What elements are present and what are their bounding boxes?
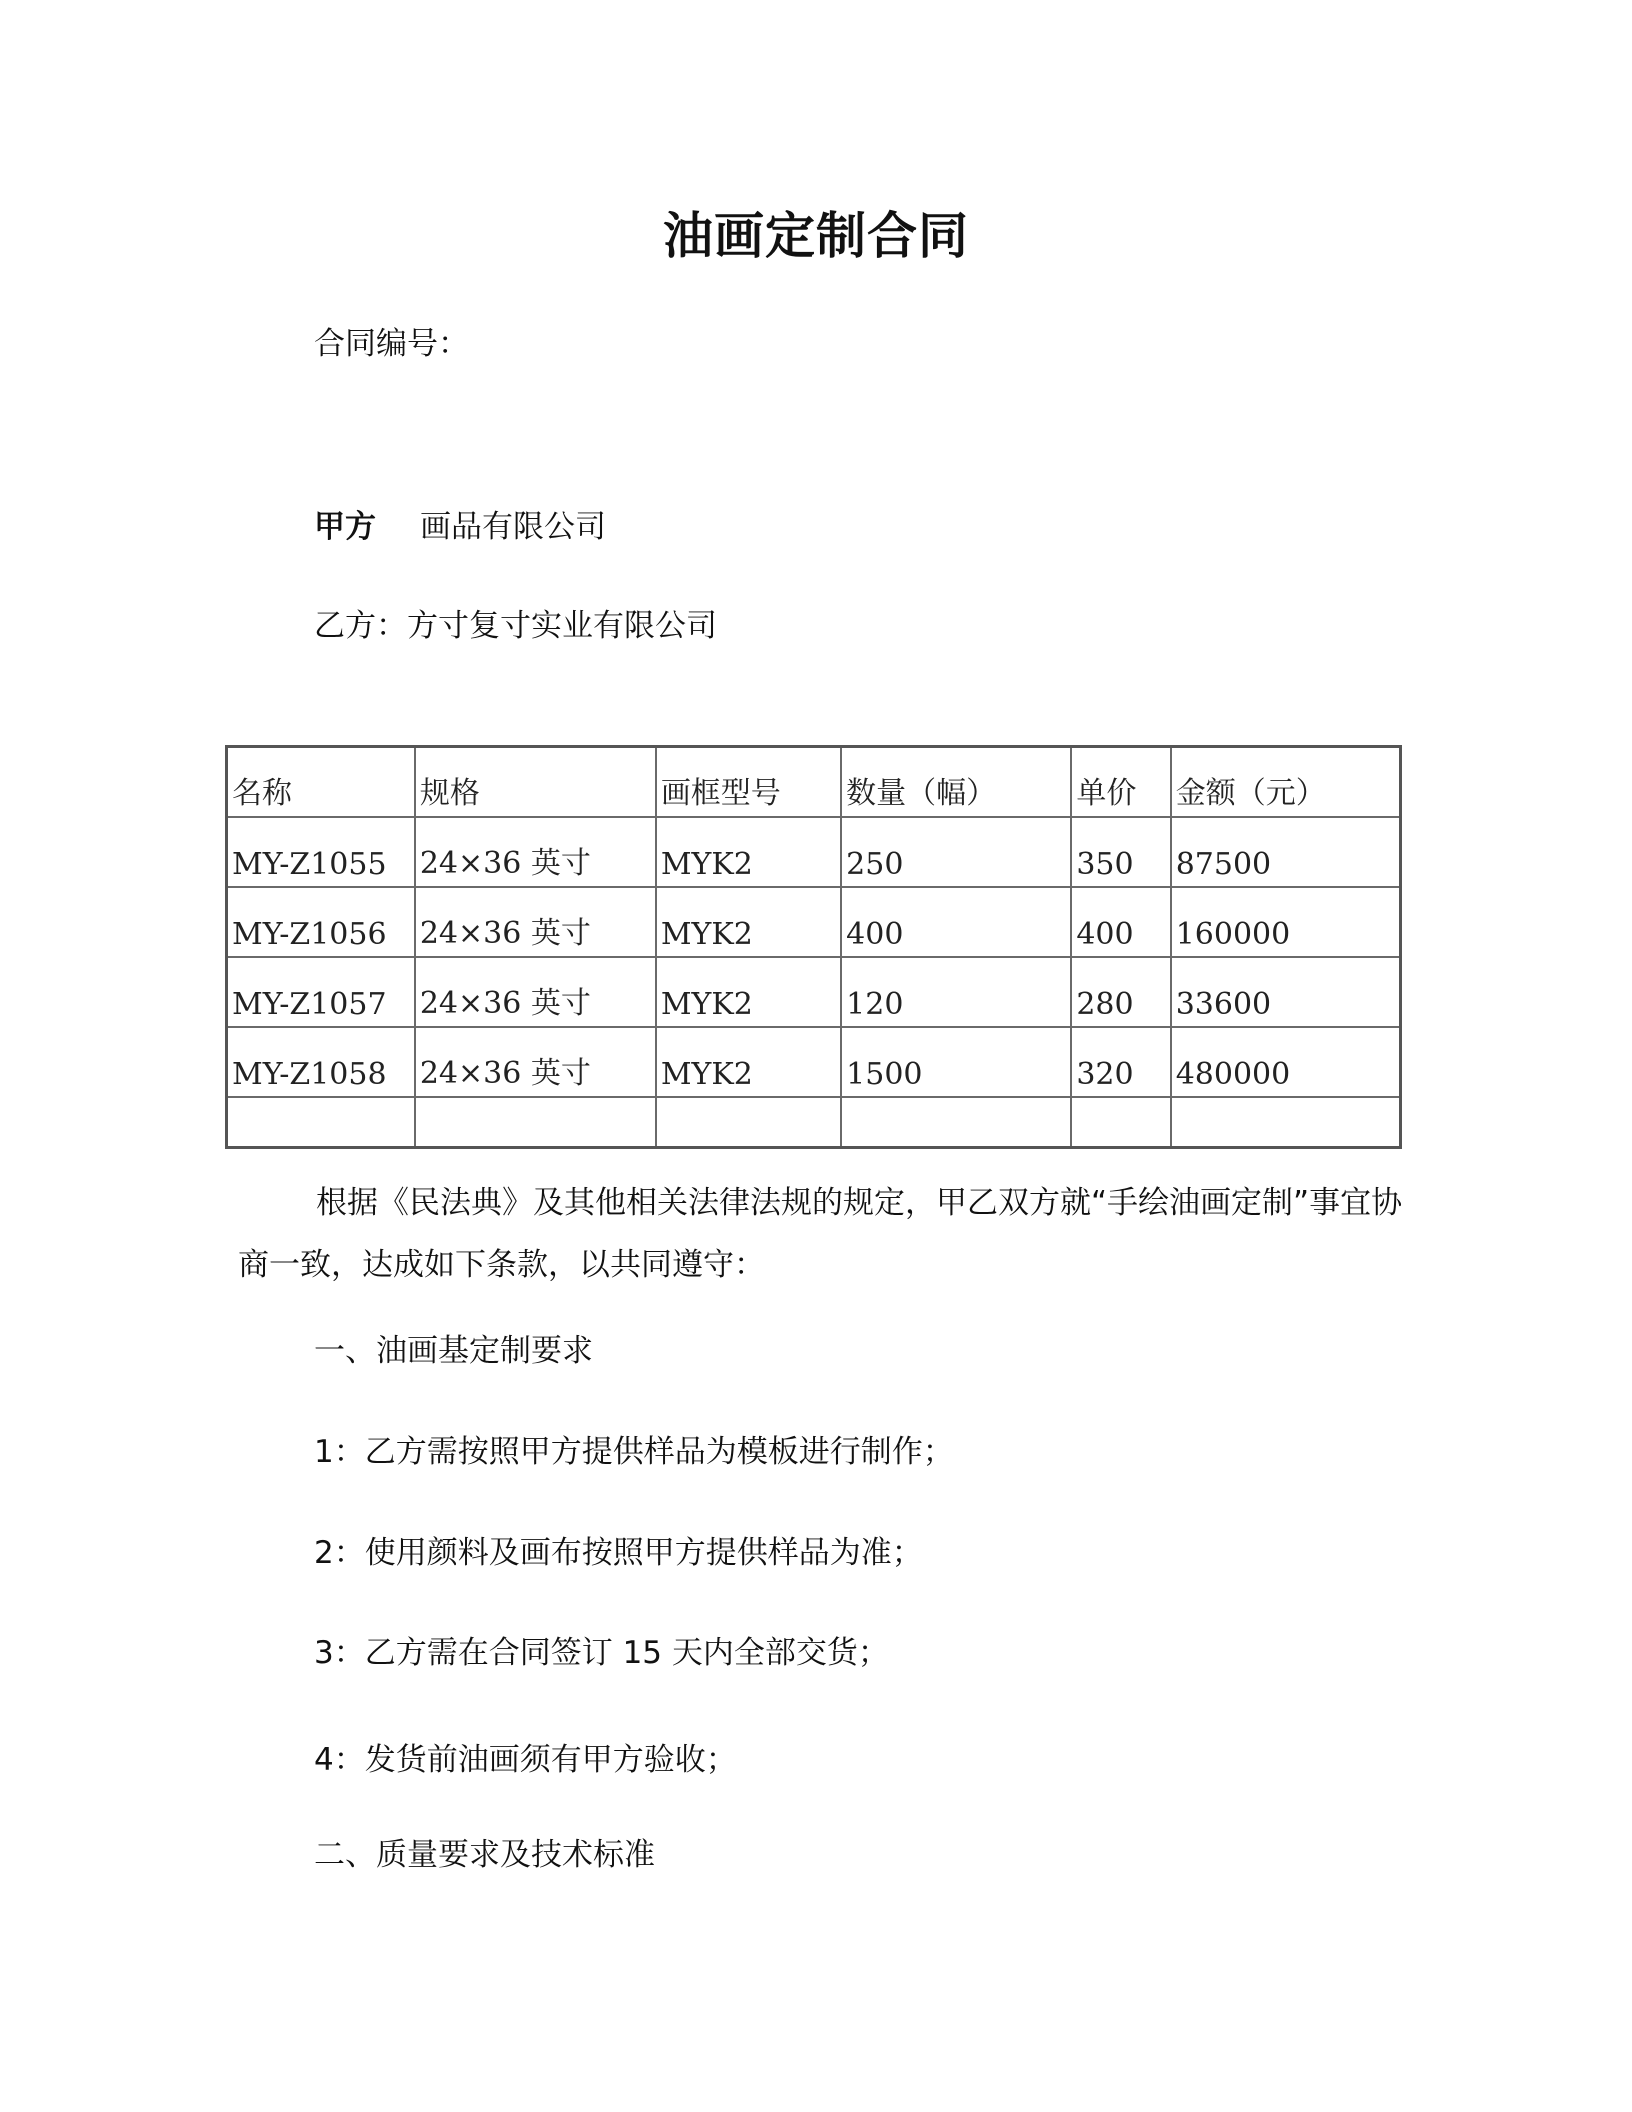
party-a-name: 画品有限公司 — [420, 509, 606, 545]
party-b-name: 方寸复寸实业有限公司 — [407, 608, 717, 644]
cell-frame-model: MYK2 — [656, 817, 841, 887]
contract-number-label: 合同编号： — [314, 326, 469, 362]
cell-frame-model: MYK2 — [656, 1027, 841, 1097]
product-table — [225, 745, 1402, 1149]
cell-frame-model: MYK2 — [656, 887, 841, 957]
cell-spec: 24×36 英寸 — [415, 887, 656, 957]
section-1-item-3: 3：乙方需在合同签订 15 天内全部交货； — [314, 1635, 889, 1671]
empty-cell — [656, 1097, 841, 1148]
section-1-item-2: 2：使用颜料及画布按照甲方提供样品为准； — [314, 1535, 923, 1571]
cell-amount: 87500 — [1171, 817, 1401, 887]
document-title: 油画定制合同 — [663, 207, 969, 265]
cell-quantity: 400 — [841, 887, 1071, 957]
cell-name: MY-Z1058 — [227, 1027, 415, 1097]
table-empty-row — [227, 1097, 1401, 1148]
header-amount: 金额（元） — [1171, 747, 1401, 818]
section-2-heading: 二、质量要求及技术标准 — [314, 1837, 655, 1873]
cell-unit-price: 320 — [1071, 1027, 1170, 1097]
cell-unit-price: 400 — [1071, 887, 1170, 957]
cell-name: MY-Z1056 — [227, 887, 415, 957]
cell-spec: 24×36 英寸 — [415, 957, 656, 1027]
header-quantity: 数量（幅） — [841, 747, 1071, 818]
cell-quantity: 250 — [841, 817, 1071, 887]
party-b — [314, 606, 717, 646]
empty-cell — [841, 1097, 1071, 1148]
header-frame-model: 画框型号 — [656, 747, 841, 818]
cell-quantity: 1500 — [841, 1027, 1071, 1097]
cell-name: MY-Z1055 — [227, 817, 415, 887]
cell-amount: 33600 — [1171, 957, 1401, 1027]
header-unit-price: 单价 — [1071, 747, 1170, 818]
cell-quantity: 120 — [841, 957, 1071, 1027]
section-1-item-1: 1：乙方需按照甲方提供样品为模板进行制作； — [314, 1434, 954, 1470]
party-b-label: 乙方： — [314, 608, 407, 644]
table-row — [227, 817, 1401, 887]
section-1-item-4: 4：发货前油画须有甲方验收； — [314, 1742, 737, 1778]
cell-name: MY-Z1057 — [227, 957, 415, 1027]
party-a — [314, 507, 606, 547]
cell-amount: 480000 — [1171, 1027, 1401, 1097]
cell-frame-model: MYK2 — [656, 957, 841, 1027]
table-row — [227, 1027, 1401, 1097]
cell-spec: 24×36 英寸 — [415, 817, 656, 887]
empty-cell — [1071, 1097, 1170, 1148]
party-a-label: 甲方 — [314, 509, 376, 545]
header-spec: 规格 — [415, 747, 656, 818]
table-row — [227, 957, 1401, 1027]
cell-amount: 160000 — [1171, 887, 1401, 957]
intro-paragraph: 根据《民法典》及其他相关法律法规的规定，甲乙双方就“手绘油画定制”事宜协商一致，达成如下条款，以共同遵守： — [238, 1185, 1403, 1283]
empty-cell — [227, 1097, 415, 1148]
table-header-row — [227, 747, 1401, 818]
cell-spec: 24×36 英寸 — [415, 1027, 656, 1097]
cell-unit-price: 280 — [1071, 957, 1170, 1027]
cell-unit-price: 350 — [1071, 817, 1170, 887]
header-name: 名称 — [227, 747, 415, 818]
empty-cell — [415, 1097, 656, 1148]
section-1-heading: 一、油画基定制要求 — [314, 1333, 593, 1369]
table-row — [227, 887, 1401, 957]
empty-cell — [1171, 1097, 1401, 1148]
